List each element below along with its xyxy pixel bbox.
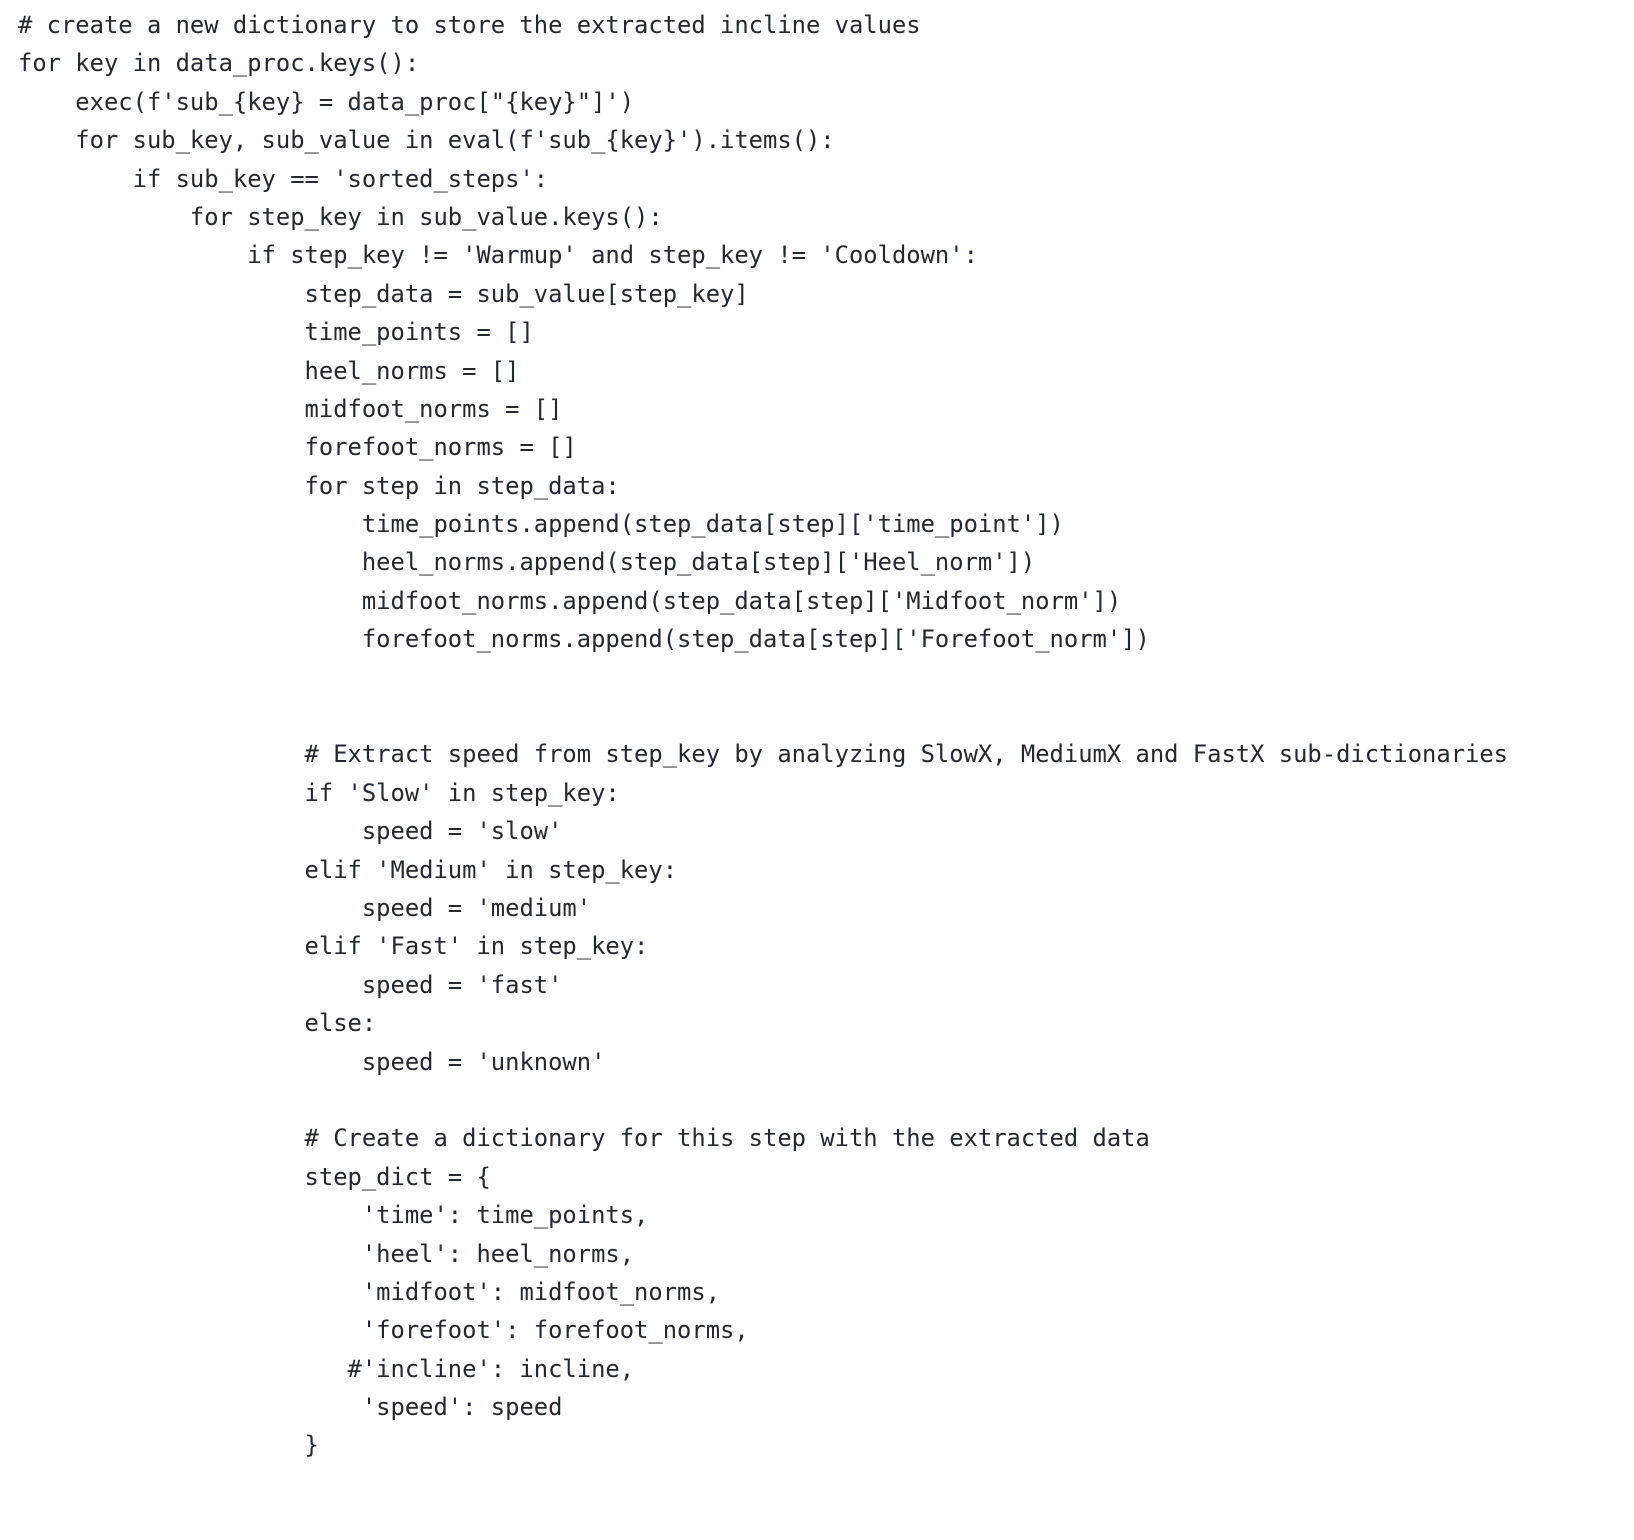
code-line: elif 'Medium' in step_key: <box>18 855 678 884</box>
code-line: # create a new dictionary to store the extracted incline values <box>18 11 921 39</box>
code-line: elif 'Fast' in step_key: <box>18 932 649 961</box>
code-line: 'forefoot': forefoot_norms, <box>18 1316 749 1345</box>
code-line: } <box>18 1431 319 1460</box>
code-line: #'incline': incline, <box>18 1354 635 1383</box>
code-line: else: <box>18 1009 377 1038</box>
code-line: for key in data_proc.keys(): <box>18 49 420 78</box>
code-line: 'heel': heel_norms, <box>18 1239 635 1268</box>
code-line: speed = 'fast' <box>18 970 563 999</box>
code-line: forefoot_norms.append(step_data[step]['Forefoot_norm']) <box>18 625 1150 654</box>
code-line: # Create a dictionary for this step with the extracted data <box>18 1124 1150 1153</box>
code-line: step_data = sub_value[step_key] <box>18 279 749 308</box>
code-line: speed = 'medium' <box>18 893 592 922</box>
code-line: midfoot_norms = [] <box>18 394 563 423</box>
code-line: if 'Slow' in step_key: <box>18 778 620 807</box>
code-line: 'midfoot': midfoot_norms, <box>18 1277 721 1306</box>
code-line: time_points = [] <box>18 318 534 347</box>
code-line <box>18 1081 1634 1119</box>
code-line: heel_norms.append(step_data[step]['Heel_norm']) <box>18 548 1036 577</box>
code-line: # Extract speed from step_key by analyzing SlowX, MediumX and FastX sub-dictionaries <box>18 740 1509 769</box>
code-line: for step_key in sub_value.keys(): <box>18 202 663 231</box>
code-line: heel_norms = [] <box>18 356 520 385</box>
code-line: for step in step_data: <box>18 471 620 500</box>
code-line: time_points.append(step_data[step]['time_point']) <box>18 510 1064 539</box>
code-line: speed = 'unknown' <box>18 1047 606 1076</box>
code-line: exec(f'sub_{key} = data_proc["{key}"]') <box>18 87 635 116</box>
code-line: step_dict = { <box>18 1162 491 1191</box>
code-line: 'time': time_points, <box>18 1201 649 1230</box>
code-line: forefoot_norms = [] <box>18 433 577 462</box>
code-line: speed = 'slow' <box>18 817 563 846</box>
code-line: for sub_key, sub_value in eval(f'sub_{key}').items(): <box>18 126 835 155</box>
code-line <box>18 659 1634 697</box>
code-line <box>18 697 1634 735</box>
code-line: if step_key != 'Warmup' and step_key != 'Cooldown': <box>18 241 978 270</box>
code-line: midfoot_norms.append(step_data[step]['Midfoot_norm']) <box>18 586 1122 615</box>
code-line: if sub_key == 'sorted_steps': <box>18 164 549 193</box>
code-line: 'speed': speed <box>18 1393 563 1422</box>
